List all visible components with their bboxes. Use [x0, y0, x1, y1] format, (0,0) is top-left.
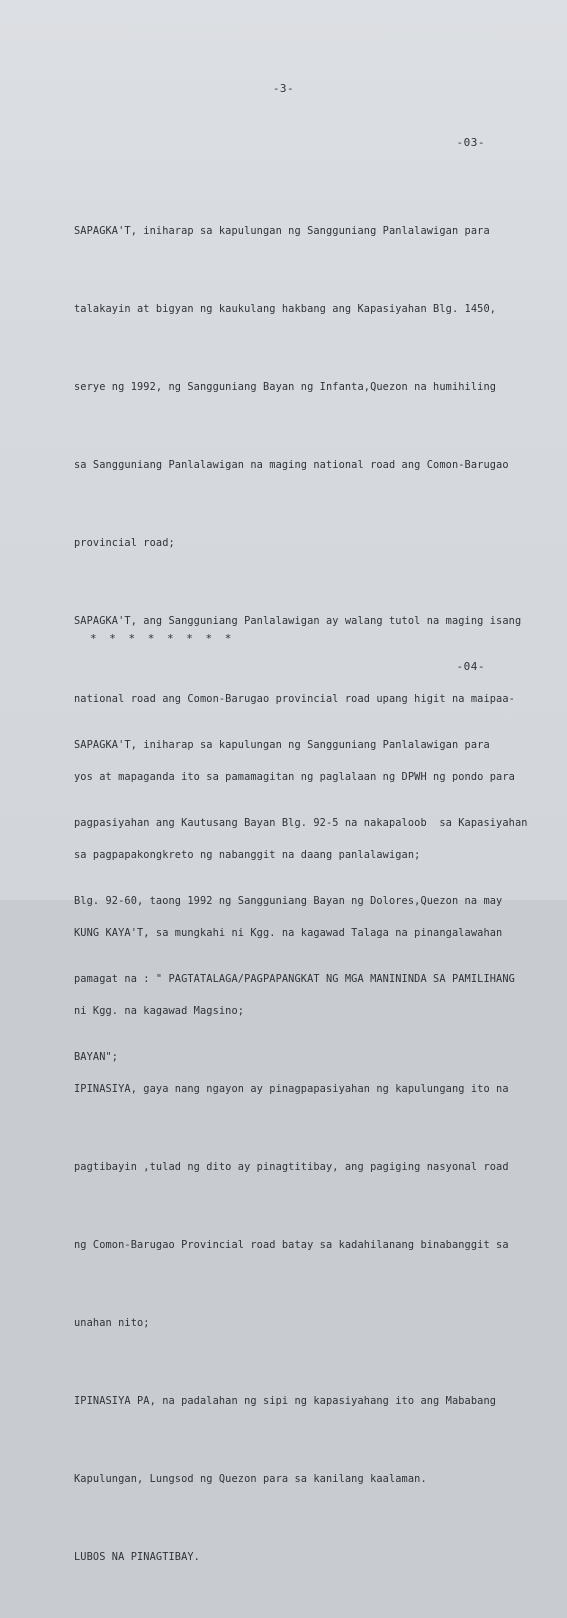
text-line: sa pagpapakongkreto ng nabanggit na daang panlalawigan; [74, 849, 421, 861]
text-line: ng Comon-Barugao Provincial road batay sa kadahilanang binabanggit sa [74, 1239, 509, 1251]
page-number: -3- [272, 82, 295, 95]
text-line: sa Sangguniang Panlalawigan na maging national road ang Comon-Barugao [74, 459, 509, 471]
text-line: pagpasiyahan ang Kautusang Bayan Blg. 92-5 na nakapaloob sa Kapasiyahan [74, 817, 528, 829]
text-line: SAPAGKA'T, ang Sangguniang Panlalawigan ay walang tutol na maging isang [74, 615, 522, 627]
text-line: SAPAGKA'T, iniharap sa kapulungan ng Sangguniang Panlalawigan para [74, 739, 490, 751]
text-line: pamagat na : " PAGTATALAGA/PAGPAPANGKAT NG MGA MANININDA SA PAMILIHANG [74, 973, 515, 985]
text-line: pagtibayin ,tulad ng dito ay pinagtitibay, ang pagiging nasyonal road [74, 1161, 509, 1173]
section-number: -03- [456, 136, 485, 149]
text-line: provincial road; [74, 537, 175, 549]
text-line: Blg. 92-60, taong 1992 ng Sangguniang Bayan ng Dolores,Quezon na may [74, 895, 503, 907]
text-line: KUNG KAYA'T, sa mungkahi ni Kgg. na kagawad Talaga na pinangalawahan [74, 927, 503, 939]
text-line: Kapulungan, Lungsod ng Quezon para sa kanilang kaalaman. [74, 1473, 427, 1485]
text-line: unahan nito; [74, 1317, 150, 1329]
text-line: LUBOS NA PINAGTIBAY. [74, 1551, 200, 1563]
section-number: -04- [456, 660, 485, 673]
separator: * * * * * * * * [90, 632, 235, 645]
text-line: national road ang Comon-Barugao provincial road upang higit na maipaa- [74, 693, 515, 705]
text-line: IPINASIYA PA, na padalahan ng sipi ng kapasiyahang ito ang Mababang [74, 1395, 497, 1407]
text-line: serye ng 1992, ng Sangguniang Bayan ng Infanta,Quezon na humihiling [74, 381, 497, 393]
text-line: BAYAN"; [74, 1051, 119, 1063]
text-line: SAPAGKA'T, iniharap sa kapulungan ng Sangguniang Panlalawigan para [74, 225, 490, 237]
text-line: ni Kgg. na kagawad Magsino; [74, 1005, 245, 1017]
text-line: yos at mapaganda ito sa pamamagitan ng paglalaan ng DPWH ng pondo para [74, 771, 515, 783]
text-line: IPINASIYA, gaya nang ngayon ay pinagpapasiyahan ng kapulungang ito na [74, 1083, 509, 1095]
text-line: talakayin at bigyan ng kaukulang hakbang ang Kapasiyahan Blg. 1450, [74, 303, 497, 315]
section-body [74, 680, 544, 1122]
